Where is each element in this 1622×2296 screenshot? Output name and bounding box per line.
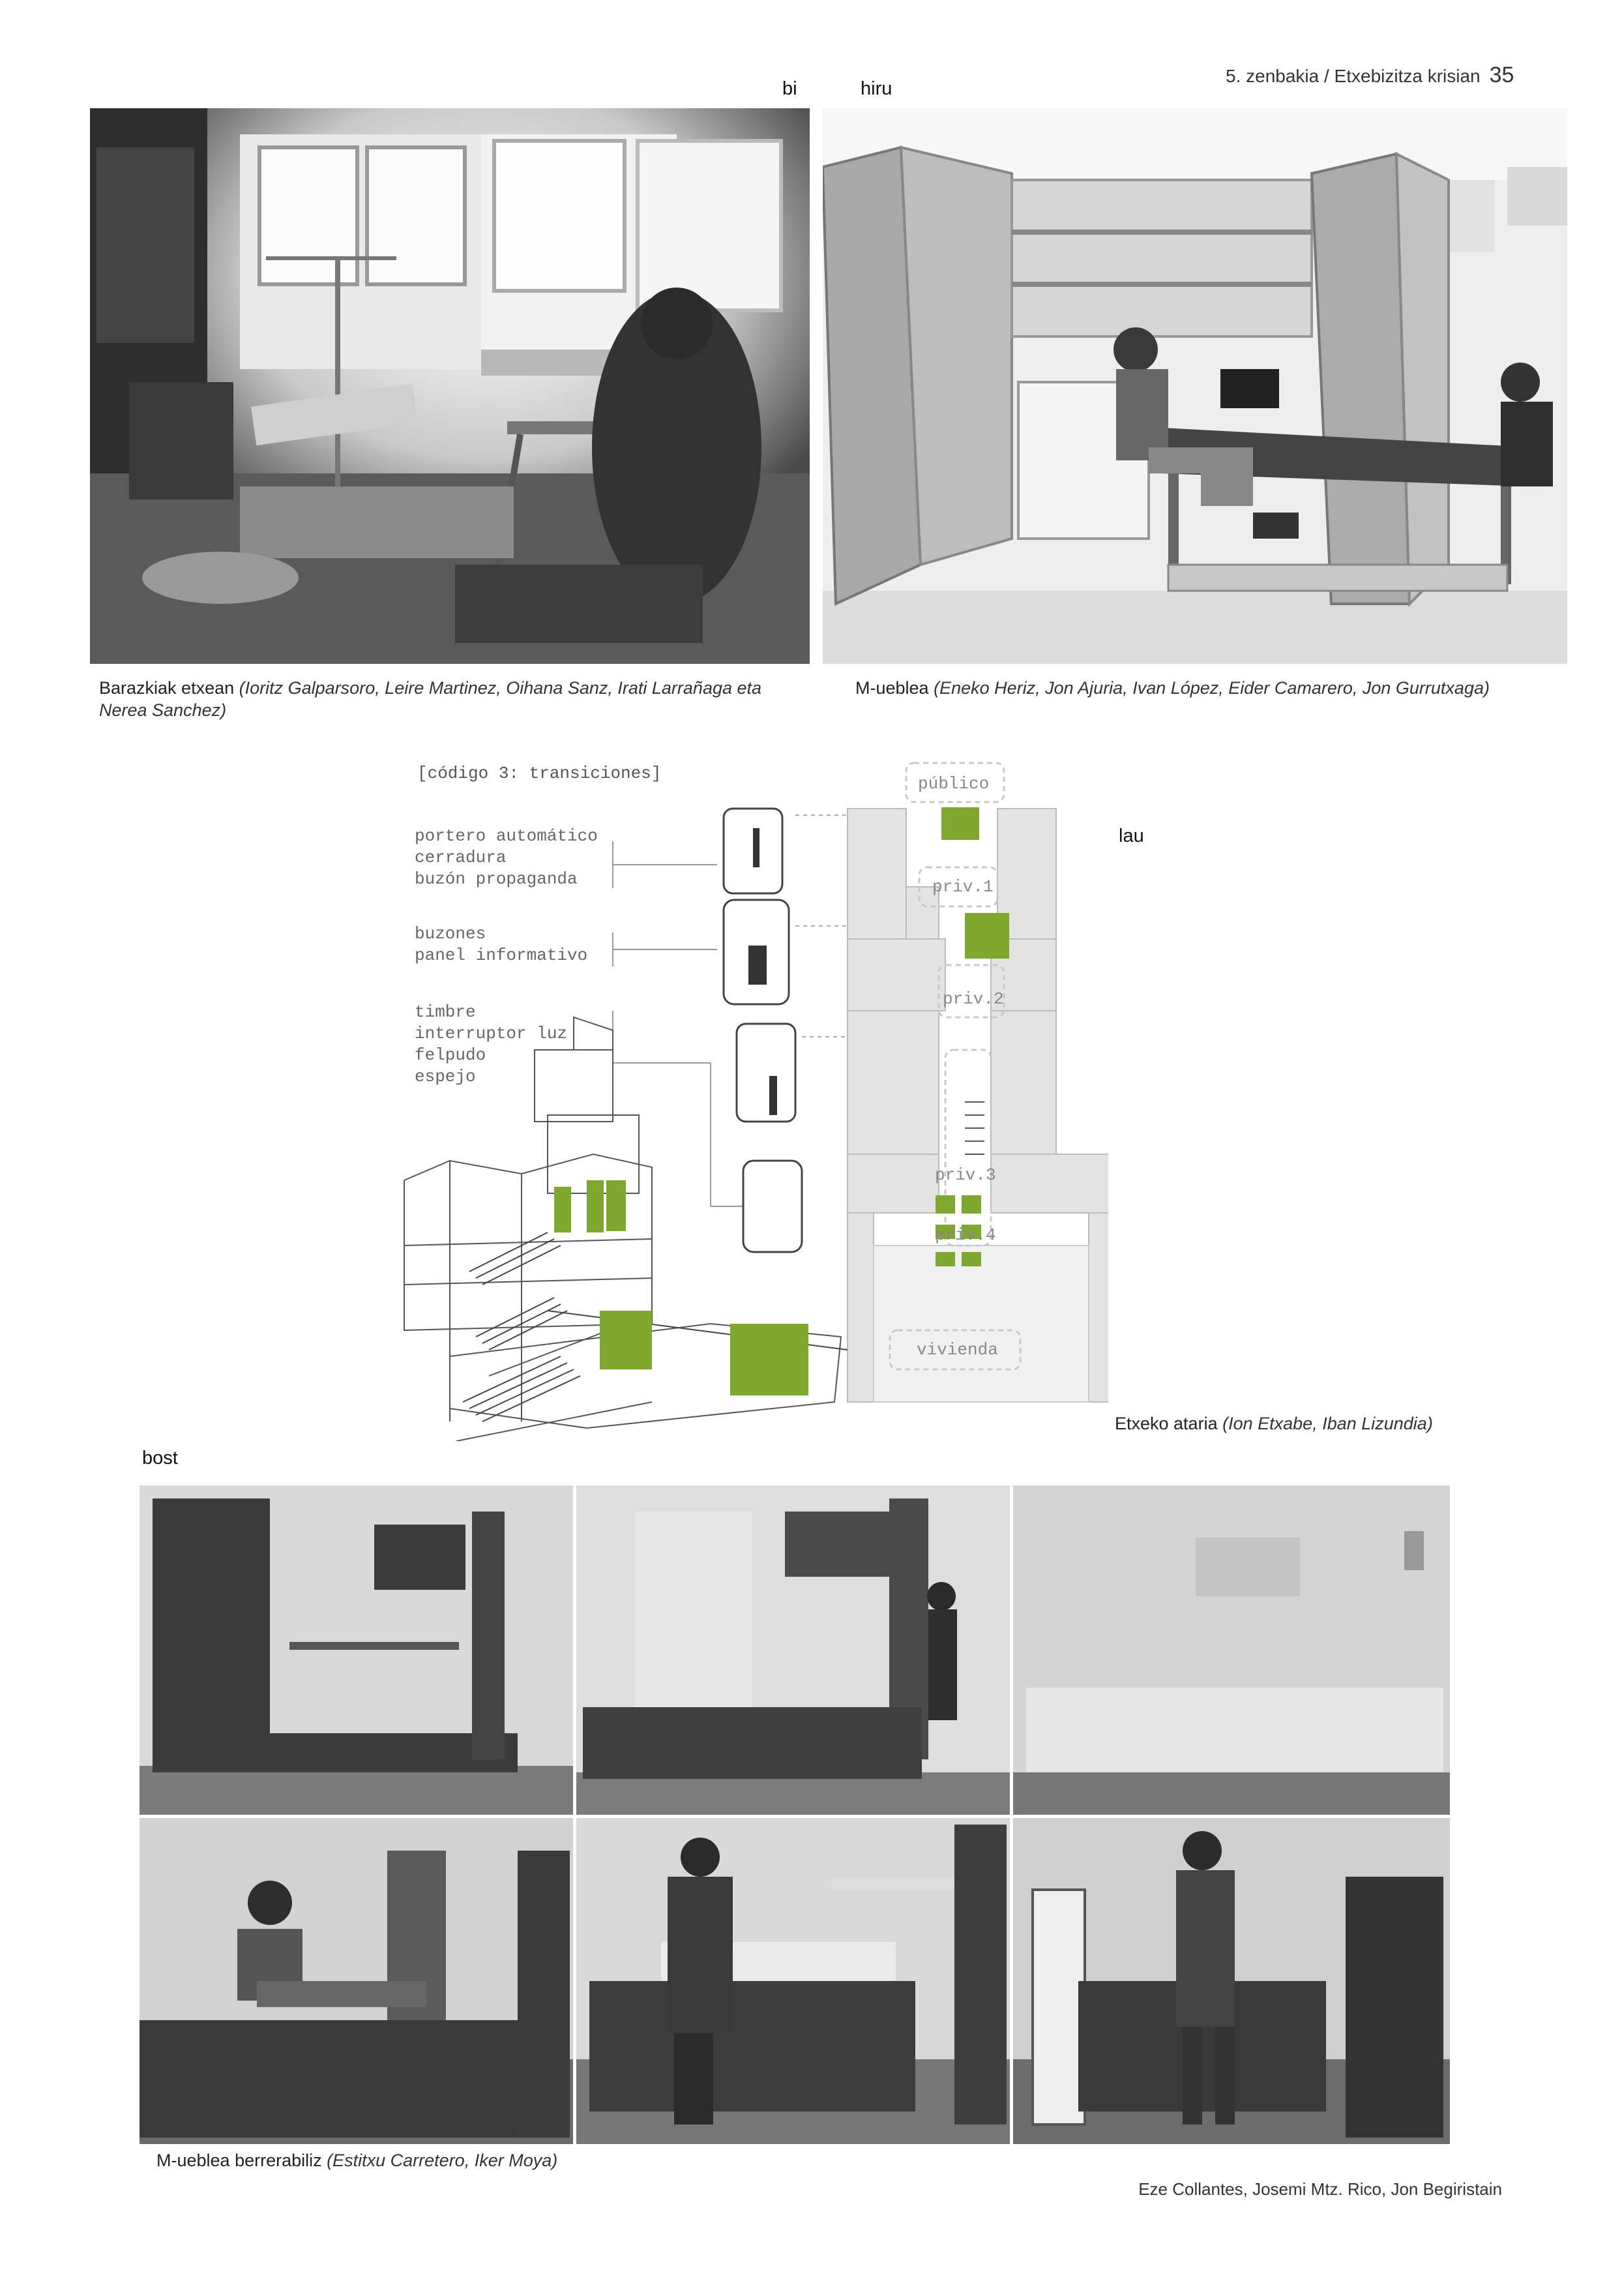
caption-bi-title: Barazkiak etxean — [99, 678, 235, 698]
caption-bi-credits-1: (Ioritz Galparsoro, Leire Martinez, Oihana Sanz, Irati Larrañaga eta — [239, 678, 762, 698]
running-header — [1226, 63, 1514, 88]
caption-bost-credits: (Estitxu Carretero, Iker Moya) — [327, 2151, 558, 2170]
zone-publico: público — [918, 774, 990, 794]
group1-item: buzón propaganda — [415, 869, 578, 889]
photo-m-ueblea — [823, 108, 1567, 664]
diagram-transiciones — [391, 750, 1108, 1441]
zone-vivienda: vivienda — [917, 1340, 998, 1360]
group3-item: felpudo — [415, 1045, 486, 1065]
caption-bost — [156, 2149, 557, 2171]
photo-barazkiak-etxean — [90, 108, 810, 664]
code-title: [código 3: transiciones] — [417, 764, 662, 783]
caption-lau-title: Etxeko ataria — [1115, 1414, 1218, 1433]
group1-item: cerradura — [415, 848, 507, 867]
caption-lau — [1115, 1412, 1433, 1435]
page-number: 35 — [1489, 63, 1514, 87]
caption-hiru-credits: (Eneko Heriz, Jon Ajuria, Ivan López, Eider Camarero, Jon Gurrutxaga) — [934, 678, 1490, 698]
group3-item: espejo — [415, 1067, 476, 1086]
caption-lau-credits: (Ion Etxabe, Iban Lizundia) — [1222, 1414, 1433, 1433]
group2-item: buzones — [415, 924, 486, 944]
authors-footer: Eze Collantes, Josemi Mtz. Rico, Jon Begiristain — [1138, 2179, 1502, 2199]
zone-priv1: priv.1 — [932, 877, 994, 897]
group3-item: interruptor luz — [415, 1024, 568, 1043]
caption-hiru-title: M-ueblea — [855, 678, 929, 698]
group2-item: panel informativo — [415, 946, 588, 965]
group3-item: timbre — [415, 1002, 476, 1022]
label-group-1 — [415, 826, 598, 890]
group1-item: portero automático — [415, 826, 598, 846]
label-group-2 — [415, 923, 587, 966]
label-group-3 — [415, 1002, 567, 1088]
issue-title: 5. zenbakia / Etxebizitza krisian — [1226, 66, 1481, 86]
zone-priv2: priv.2 — [943, 989, 1004, 1009]
caption-bi-credits-2: Nerea Sanchez) — [99, 700, 227, 720]
caption-hiru — [855, 677, 1572, 699]
caption-bi — [99, 677, 816, 721]
label-bost: bost — [142, 1448, 178, 1469]
zone-priv4: priv.4 — [935, 1225, 996, 1245]
zone-priv3: priv.3 — [935, 1165, 996, 1185]
caption-bost-title: M-ueblea berrerabiliz — [156, 2151, 322, 2170]
label-lau: lau — [1119, 826, 1144, 846]
label-hiru: hiru — [861, 78, 892, 99]
photo-grid-m-ueblea-berrerabiliz — [140, 1485, 1450, 2144]
label-bi: bi — [782, 78, 797, 99]
